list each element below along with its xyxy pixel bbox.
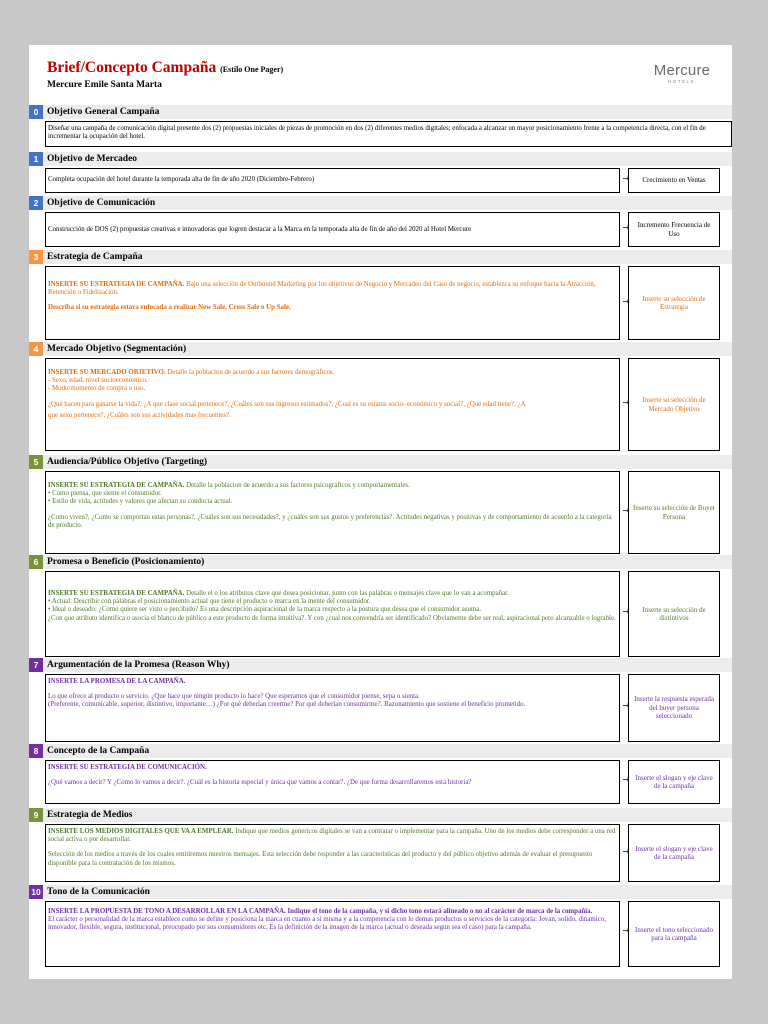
result-box: Crecimiento en Ventas [628,168,720,193]
result-box: Incremento Frecuencia de Uso [628,212,720,247]
section-header [29,250,732,264]
body-text: Indique que medios genericos digitales se van a contratar o implementar para la campaña. Uno de los medios debe corresponder a una red social activa o por desarrollar. [48,828,616,844]
body-text: • Estilo de vida, actitudes y valores que afectan su conducta actual. [48,498,233,506]
section-header [29,105,732,119]
result-box: Inserte su selección de Estrategia [628,266,720,340]
result-box: Inserte su selección de Mercado Objetivo [628,358,720,451]
body-text: ¿Qué vamos a decir? Y ¿Como lo vamos a decir?. ¿Cuál es la historia especial y única que vamos a contar?. ¿De que forma desarrollaremos esta historia? [48,779,472,787]
section-body [45,358,620,451]
body-text: Diseñar una campaña de comunicación digital presente dos (2) propuestas iniciales de piezas de promoción en dos (2) diferentes medios digitales; enfocada a alcanzar un mayor posicionamiento frente a la competencia directa, con el fin de incrementar la ocupación del hotel. [48,125,706,141]
section-body [45,121,732,147]
section-header [29,152,732,166]
body-text: - Sexo, edad, nivel socioeconómico. [48,377,148,385]
body-paragraph [48,482,617,490]
body-paragraph [48,678,617,686]
section-header [29,885,732,899]
section-title: Tono de la Comunicación [47,887,150,897]
section-body [45,901,620,967]
arrow-right-icon: → [622,775,630,785]
body-paragraph [48,281,617,297]
body-strong: INSERTE SU ESTRATEGIA DE COMUNICACIÓN. [48,764,207,771]
result-box: Inserte su selección de Buyer Persona [628,471,720,554]
arrow-right-icon: → [622,607,630,617]
result-box: Inserte su selección de distintivos [628,571,720,657]
body-text: • Actual: Describir con palabras el posicionamiento actual que tiene el producto o marca en la mente del consumidor. [48,598,371,606]
section-number: 1 [29,152,43,166]
section-number: 9 [29,808,43,822]
body-text: - Modo/momento de compra o uso. [48,385,146,393]
section-number: 3 [29,250,43,264]
result-box: Inserte la respuesta esperada del buyer persona seleccionado [628,674,720,742]
body-paragraph [48,304,617,312]
section-body [45,674,620,742]
section-body [45,168,620,193]
section-body [45,471,620,554]
section-header [29,455,732,469]
document-title: Brief/Concepto Campaña (Estilo One Pager) [47,59,284,76]
body-text: Lo que ofrece al producto o servicio. ¿Que hace que ningún producto lo hace? Que esperamos que el consumidor piense, sepa o sienta. [48,693,420,701]
arrow-right-icon: → [622,398,630,408]
body-text: ¿Con que atributo identifica o asocia el blanco de público a este producto de forma intuitiva?. Y con ¿cual nos convendría ser identificado? Obviamente debe ser real, aspiracional pero alcanzable o lograble. [48,614,616,622]
section-header [29,555,732,569]
body-text: ¿Qué hacen para ganarse la vida?, ¿A que clase social pertenece?, ¿Cuáles son sus ingresos estimados?, ¿Cual es su estatus socio- económico y social?, ¿Qué edad tiene?, ¿A [48,400,526,408]
body-text: (Preferente, comunicable, superior, distintivo, importante…) ¿Por qué deberían creerme? Por qué deberían consumirme?. Razonamiento que sostiene el beneficio prometido. [48,701,526,709]
body-text: Detalle el o los atributos clave que desea posicionar, junto con las palabras o mensajes clave que lo van a acompañar. [184,590,509,597]
body-strong: INSERTE SU MERCADO OBJETIVO. [48,369,166,376]
title-note: (Estilo One Pager) [220,65,284,74]
section-number: 5 [29,455,43,469]
section-body [45,266,620,340]
body-paragraph [48,764,617,772]
section-title: Objetivo de Comunicación [47,198,156,208]
body-text: • Ideal o deseado: ¿Como quiere ser visto o percibido? Es una descripción aspiracional de la marca respecto a la postura que desea que el consumidor asuma. [48,606,482,614]
brief-page [29,45,732,979]
section-header [29,808,732,822]
body-strong: INSERTE LA PROPUESTA DE TONO A DESARROLLAR EN LA CAMPAÑA. Indique el tono de la campaña, y si dicho tono estará alineado o no al carácter de marca de la compañía. [48,908,593,915]
section-header [29,196,732,210]
section-header [29,342,732,356]
body-text: Selección de los medios a través de los cuales emitiremos nuestros mensajes. Esta selección debe responder a las características del producto y del público objetivo además de evaluar el presupuesto disponible para la contratación de los mismos. [48,851,593,867]
body-strong: INSERTE SU ESTRATEGIA DE CAMPAÑA. [48,482,185,489]
section-title: Objetivo General Campaña [47,107,160,117]
result-box: Inserte el slogan y eje clave de la campaña [628,760,720,804]
body-strong: INSERTE LOS MEDIOS DIGITALES QUE VA A EMPLEAR. [48,828,234,835]
body-text: Completa ocupación del hotel durante la temporada alta de fin de año 2020 (Diciembre-Febrero) [48,176,315,183]
arrow-right-icon: → [622,847,630,857]
section-number: 6 [29,555,43,569]
body-text: El carácter o personalidad de la marca establece como se define y posiciona la marca en cuanto a sí misma y a la competencia con lo demas productos o servicios de la categoría: Jovan, solido, dinamico, innovador, flexible, segura, institucional, preocupado por sus consumidores etc. Es la definición de la imagen de la marca (actual o deseada segun sea el caso) para la campaña. [48,916,606,932]
section-body [45,571,620,657]
arrow-right-icon: → [622,223,630,233]
result-box: Inserte el slogan y eje clave de la campaña [628,824,720,882]
body-paragraph [48,369,617,377]
section-title: Audiencia/Público Objetivo (Targeting) [47,457,208,467]
body-text: ¿Como viven?, ¿Como se comportan estas personas?, ¿Cuáles son sus necesidades?, y ¿cuáles son sus gustos y preferencias?. Actitudes negativas y positivas y de comportamiento de acuerdo a la categoría de producto. [48,513,612,529]
section-header [29,744,732,758]
document-header [47,59,732,97]
section-body [45,212,620,247]
section-title: Objetivo de Mercadeo [47,154,138,164]
section-number: 8 [29,744,43,758]
body-text: • Como piensa, que siente el consumidor. [48,490,162,498]
section-number: 7 [29,658,43,672]
body-strong: INSERTE LA PROMESA DE LA CAMPAÑA. [48,678,186,685]
body-text: que sexo pertenece?, ¿Cuáles son sus actividades mas frecuentes?. [48,411,231,419]
logo-wordmark: Mercure [653,62,711,79]
body-strong: INSERTE SU ESTRATEGIA DE CAMPAÑA. [48,590,185,597]
body-strong: INSERTE SU ESTRATEGIA DE CAMPAÑA. [48,281,185,288]
body-text: Construcción de DOS (2) propuestas creativas e innovadoras que logren destacar a la Marca en la temporada alta de fin de año del 2020 al Hotel Mercure [48,226,472,233]
result-box: Inserte el tono seleccionado para la campaña [628,901,720,967]
logo-tagline: HOTELS [668,79,696,84]
document-subtitle: Mercure Emile Santa Marta [47,80,162,90]
body-text: Bajo una selección de Outbound Marketing por los objetivos de Negocio y Mercadeo del Caso de negocio, establezca su enfoque hacia la Atracción, Retención o Fidelización. [48,281,596,297]
section-title: Concepto de la Campaña [47,746,150,756]
section-title: Argumentación de la Promesa (Reason Why) [47,660,230,670]
arrow-right-icon: → [622,506,630,516]
arrow-right-icon: → [622,926,630,936]
body-paragraph [48,828,617,844]
section-number: 4 [29,342,43,356]
section-header [29,658,732,672]
section-number: 10 [29,885,43,899]
section-title: Mercado Objetivo (Segmentación) [47,344,187,354]
section-title: Promesa o Beneficio (Posicionamiento) [47,557,205,567]
section-title: Estrategia de Medios [47,810,133,820]
section-body [45,824,620,882]
body-text: Detalle la poblacion de acuerdo a sus factores demográficos. [165,369,335,376]
body-text: Detalle la poblacion de acuerdo a sus factores psicográficos y comportamentales. [184,482,410,489]
section-number: 0 [29,105,43,119]
mercure-logo [646,63,718,93]
body-paragraph [48,908,617,916]
body-paragraph [48,590,617,598]
arrow-right-icon: → [622,297,630,307]
section-number: 2 [29,196,43,210]
section-title: Estrategia de Campaña [47,252,143,262]
body-strong: Describa si su estrategia estara enfocada a realizar New Sale, Cross Sale o Up Sale. [48,304,291,312]
arrow-right-icon: → [622,174,630,184]
arrow-right-icon: → [622,701,630,711]
section-body [45,760,620,804]
